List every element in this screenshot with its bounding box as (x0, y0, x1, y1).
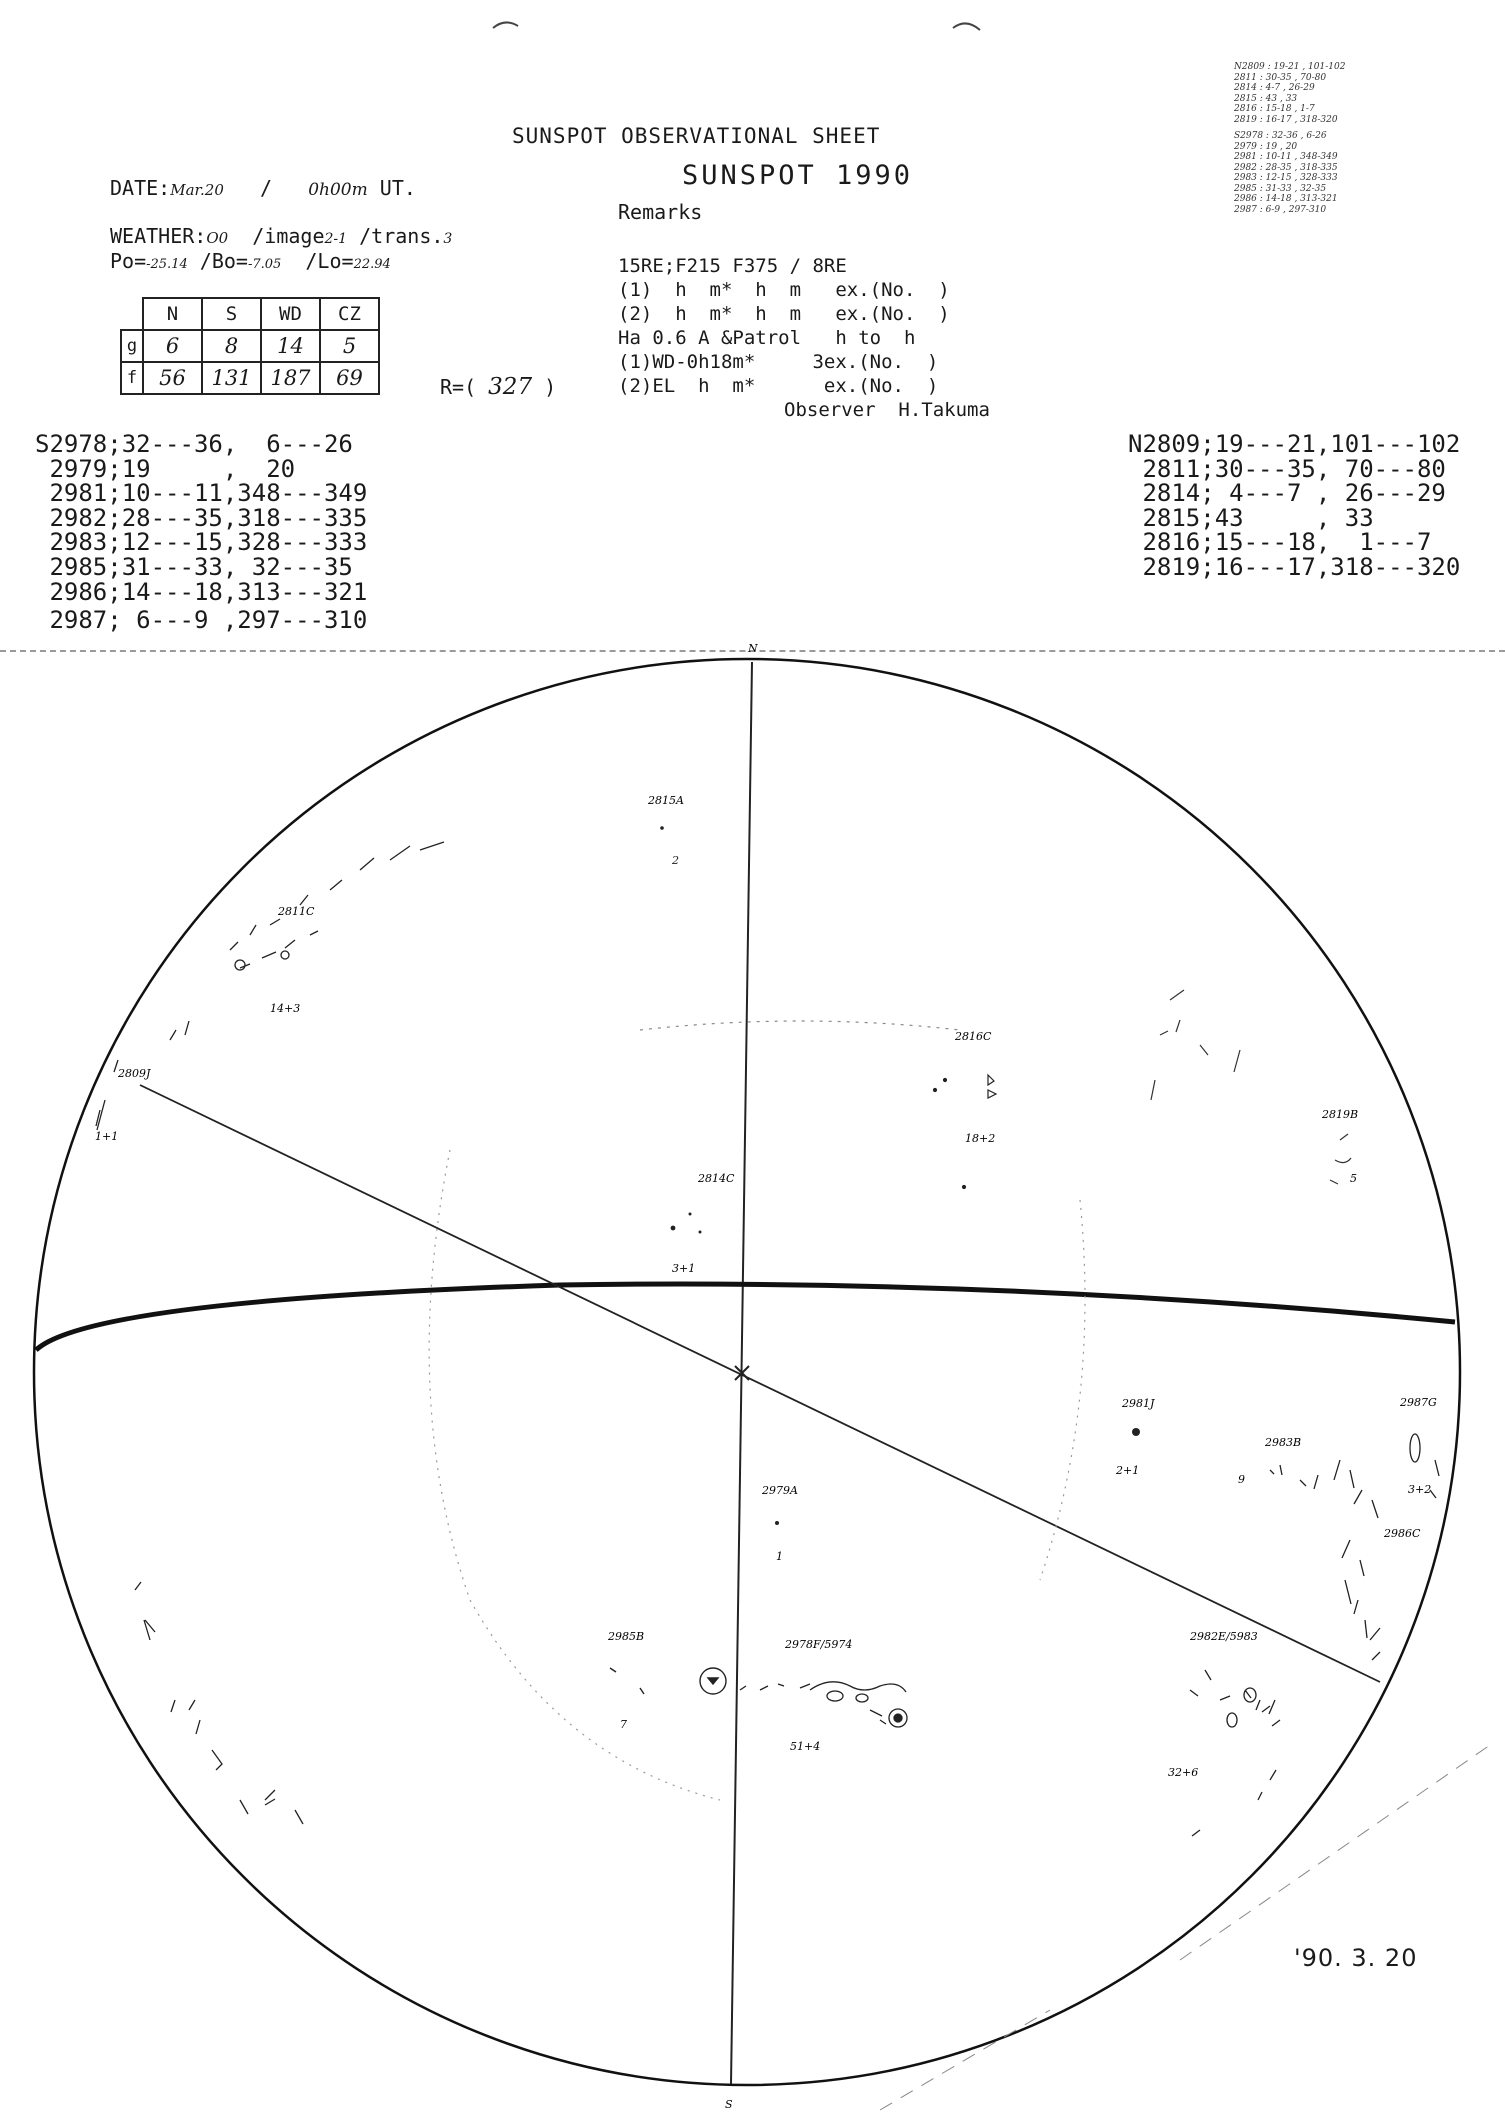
label-2815: 2815A (648, 794, 684, 807)
south-group-line: 2979;19 , 20 (35, 454, 296, 483)
label-2814: 2814C (698, 1172, 735, 1185)
sheet-title: SUNSPOT OBSERVATIONAL SHEET (512, 124, 881, 148)
mini-note-line: 2987 : 6-9 , 297-310 (1234, 204, 1327, 215)
row-label-g: g (121, 330, 143, 362)
time-value: 0h00m (308, 180, 368, 200)
remarks-line: (1)WD-0h18m* 3ex.(No. ) (618, 351, 939, 373)
time-separator: / (260, 176, 273, 200)
mini-note-line: 2981 : 10-11 , 348-349 (1234, 152, 1338, 162)
g-wd-value: 14 (261, 330, 320, 362)
north-group-line: 2819;16---17,318---320 (1128, 552, 1461, 581)
sunspot-sketch-2814 (671, 1213, 702, 1234)
date-stamp: '90. 3. 20 (1294, 1944, 1418, 1972)
remarks-line: (2) h m* h m ex.(No. ) (618, 303, 950, 325)
po-label: Po= (110, 249, 147, 273)
f-wd-value: 187 (261, 362, 320, 394)
row-label-f: f (121, 362, 143, 394)
solar-disk-outline (34, 659, 1460, 2085)
label-2985: 2985B (608, 1630, 645, 1643)
g-n-value: 6 (143, 330, 202, 362)
count-2983: 9 (1238, 1473, 1245, 1486)
bo-label: /Bo= (199, 249, 248, 273)
col-header-n: N (143, 298, 202, 330)
sunspot-sketch-2979 (775, 1521, 779, 1525)
south-group-line: 2985;31---33, 32---35 (35, 552, 353, 581)
date-value: Mar.20 (170, 181, 224, 199)
col-header-s: S (202, 298, 261, 330)
mini-note-line: 2979 : 19 , 20 (1234, 141, 1298, 152)
scan-streak (880, 1745, 1490, 2110)
r-value: 327 (488, 374, 533, 400)
latitude-guide-north (640, 1021, 960, 1030)
mini-note-line: S2978 : 32-36 , 6-26 (1234, 131, 1327, 141)
label-2986: 2986C (1384, 1527, 1421, 1540)
r-close: ) (544, 375, 557, 399)
trans-value: 3 (443, 231, 453, 247)
rotation-axis-line (140, 1085, 1380, 1682)
label-2811: 2811C (278, 905, 315, 918)
image-value: 2-1 (324, 231, 348, 247)
sunspot-sketch-2809 (96, 1060, 118, 1130)
count-2985: 7 (620, 1718, 627, 1731)
count-2981: 2+1 (1116, 1464, 1140, 1477)
label-2819: 2819B (1322, 1108, 1359, 1121)
po-value: -25.14 (146, 257, 188, 272)
sunspot-sketch-2982 (1190, 1670, 1280, 1836)
count-2815: 2 (672, 854, 679, 867)
remarks-line: 15RE;F215 F375 / 8RE (618, 255, 847, 277)
r-label: R=( (440, 375, 477, 399)
col-header-cz: CZ (320, 298, 379, 330)
count-2819: 5 (1350, 1172, 1357, 1185)
remarks-heading: Remarks (618, 200, 703, 224)
f-s-value: 131 (202, 362, 261, 394)
time-unit: UT. (379, 176, 416, 200)
south-group-line: 2987; 6---9 ,297---310 (35, 606, 368, 635)
mini-note-line: 2815 : 43 , 33 (1234, 93, 1298, 104)
mini-note-line: 2985 : 31-33 , 32-35 (1234, 183, 1327, 194)
mini-note-line: 2816 : 15-18 , 1-7 (1234, 104, 1315, 114)
north-group-line: 2815;43 , 33 (1128, 503, 1374, 532)
count-2979: 1 (776, 1550, 783, 1563)
g-s-value: 8 (202, 330, 261, 362)
north-label: N (748, 642, 758, 655)
sunspot-sketch-2811 (170, 842, 444, 1040)
year-title: SUNSPOT 1990 (682, 160, 914, 191)
mini-note-line: 2819 : 16-17 , 318-320 (1234, 114, 1338, 125)
lo-label: /Lo= (305, 249, 354, 273)
mini-note-line: 2986 : 14-18 , 313-321 (1234, 194, 1338, 204)
label-2982: 2982E/5983 (1190, 1630, 1258, 1643)
mini-note-line: 2982 : 28-35 , 318-335 (1234, 162, 1338, 173)
count-2982: 32+6 (1168, 1766, 1199, 1779)
sunspot-sketch-2985 (610, 1668, 726, 1694)
north-group-line: 2814; 4---7 , 26---29 (1128, 479, 1446, 508)
f-n-value: 56 (143, 362, 202, 394)
north-group-line: N2809;19---21,101---102 (1128, 430, 1461, 458)
remarks-line: Ha 0.6 A &Patrol h to h (618, 327, 916, 349)
label-2809: 2809J (118, 1067, 151, 1080)
equator-line (36, 1284, 1455, 1350)
count-2978: 51+4 (790, 1740, 821, 1753)
g-cz-value: 5 (320, 330, 379, 362)
north-group-line: 2816;15---18, 1---7 (1128, 528, 1432, 557)
count-2814: 3+1 (672, 1262, 696, 1275)
count-2987: 3+2 (1408, 1483, 1432, 1496)
label-2981: 2981J (1122, 1397, 1155, 1410)
north-group-line: 2811;30---35, 70---80 (1128, 454, 1446, 483)
weather-value: O0 (206, 229, 229, 247)
remarks-line: (2)EL h m* ex.(No. ) (618, 375, 939, 397)
lo-value: 22.94 (353, 257, 391, 272)
label-2979: 2979A (762, 1484, 798, 1497)
mini-note-line: 2983 : 12-15 , 328-333 (1234, 173, 1338, 183)
south-label: S (725, 2098, 733, 2111)
latitude-guide-right (1040, 1200, 1085, 1580)
label-2983: 2983B (1265, 1436, 1302, 1449)
sunspot-sketch-lower-left (135, 1582, 303, 1824)
label-2987: 2987G (1400, 1396, 1437, 1409)
trans-label: /trans. (359, 224, 444, 248)
south-group-line: 2983;12---15,328---333 (35, 528, 368, 557)
mini-note-line: 2811 : 30-35 , 70-80 (1234, 72, 1327, 83)
south-group-line: 2982;28---35,318---335 (35, 503, 368, 532)
sunspot-sketch-2981 (1132, 1428, 1140, 1436)
sunspot-sketch-upper-right (1151, 990, 1351, 1184)
bo-value: -7.05 (247, 257, 282, 272)
sunspot-sketch-2978 (740, 1682, 907, 1727)
remarks-line: (1) h m* h m ex.(No. ) (618, 279, 950, 301)
sunspot-sketch-2815 (660, 826, 679, 867)
image-label: /image (252, 224, 325, 248)
label-2978: 2978F/5974 (785, 1638, 853, 1651)
col-header-wd: WD (261, 298, 320, 330)
mini-note-line: 2814 : 4-7 , 26-29 (1234, 83, 1315, 93)
weather-label: WEATHER: (110, 224, 207, 248)
count-2811: 14+3 (270, 1002, 301, 1015)
south-group-line: S2978;32---36, 6---26 (35, 430, 353, 458)
count-2809: 1+1 (95, 1130, 119, 1143)
f-cz-value: 69 (320, 362, 379, 394)
date-label: DATE: (110, 176, 171, 200)
label-2816: 2816C (955, 1030, 992, 1043)
count-2816: 18+2 (965, 1132, 996, 1145)
south-group-line: 2981;10---11,348---349 (35, 479, 368, 508)
south-group-line: 2986;14---18,313---321 (35, 577, 368, 606)
mini-note-line: N2809 : 19-21 , 101-102 (1234, 62, 1346, 72)
latitude-guide-left (429, 1150, 720, 1800)
observer: Observer H.Takuma (784, 399, 990, 421)
